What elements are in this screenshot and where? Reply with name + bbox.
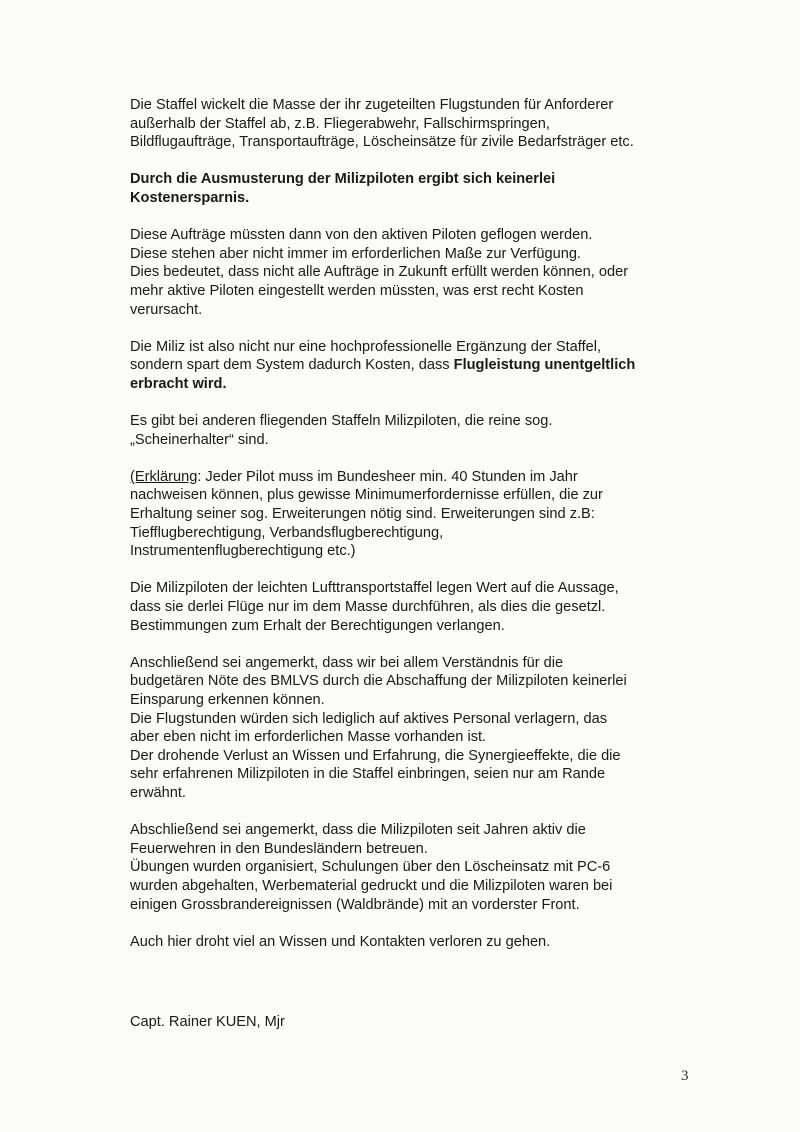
text-line: sehr erfahrenen Milizpiloten in die Staffel einbringen, seien nur am Rande — [130, 766, 606, 783]
text-line: Abschließend sei angemerkt, dass die Milizpiloten seit Jahren aktiv die — [130, 822, 586, 839]
text-segment: sondern spart dem System dadurch Kosten, dass — [130, 357, 454, 374]
text-line: Anschließend sei angemerkt, dass wir bei allem Verständnis für die — [130, 654, 564, 671]
text-line: Die Milizpiloten der leichten Lufttransportstaffel legen Wert auf die Aussage, — [130, 580, 619, 597]
paragraph-4 — [130, 338, 720, 394]
text-segment: : Jeder Pilot muss im Bundesheer min. 40 Stunden im Jahr — [197, 468, 578, 485]
text-line: erwähnt. — [130, 784, 186, 801]
text-line: Kostenersparnis. — [130, 189, 250, 206]
paragraph-9 — [130, 821, 720, 914]
text-line: Tiefflugberechtigung, Verbandsflugberechtigung, — [130, 524, 444, 541]
text-line: Durch die Ausmusterung der Milizpiloten ergibt sich keinerlei — [130, 171, 556, 188]
text-line: „Scheinerhalter“ sind. — [130, 431, 269, 448]
text-line: Die Staffel wickelt die Masse der ihr zugeteilten Flugstunden für Anforderer — [130, 97, 614, 113]
paragraph-3 — [130, 226, 720, 319]
underlined-term: (Erklärung — [130, 468, 198, 485]
text-line — [130, 356, 720, 375]
text-line — [130, 468, 720, 487]
text-line: Erhaltung seiner sog. Erweiterungen nötig sind. Erweiterungen sind z.B: — [130, 506, 595, 523]
text-line: Feuerwehren in den Bundesländern betreuen. — [130, 840, 428, 857]
text-line: nachweisen können, plus gewisse Minimumerfordernisse erfüllen, die zur — [130, 487, 603, 504]
text-line: wurden abgehalten, Werbematerial gedruckt und die Milizpiloten waren bei — [130, 877, 613, 894]
text-line: budgetären Nöte des BMLVS durch die Abschaffung der Milizpiloten keinerlei — [130, 673, 627, 690]
text-line: Dies bedeutet, dass nicht alle Aufträge in Zukunft erfüllt werden können, oder — [130, 264, 629, 281]
text-line: Es gibt bei anderen fliegenden Staffeln Milizpiloten, die reine sog. — [130, 413, 553, 430]
text-line: Einsparung erkennen können. — [130, 692, 325, 708]
paragraph-6-explanation — [130, 468, 720, 561]
text-line: verursacht. — [130, 301, 203, 318]
bold-phrase: erbracht wird. — [130, 375, 227, 392]
text-line: dass sie derlei Flüge nur im dem Masse durchführen, als dies die gesetzl. — [130, 599, 606, 616]
text-line: mehr aktive Piloten eingestellt werden müssten, was erst recht Kosten — [130, 282, 584, 299]
text-line: Diese Aufträge müssten dann von den aktiven Piloten geflogen werden. — [130, 227, 593, 244]
paragraph-5 — [130, 412, 720, 449]
paragraph-1 — [130, 96, 720, 152]
page-number: 3 — [681, 1068, 689, 1084]
text-line: Bildflugaufträge, Transportaufträge, Löscheinsätze für zivile Bedarfsträger etc. — [130, 134, 634, 151]
text-line: Instrumentenflugberechtigung etc.) — [130, 543, 356, 560]
bold-phrase: Flugleistung unentgeltlich — [453, 357, 636, 374]
paragraph-10 — [130, 933, 720, 952]
text-line: Auch hier droht viel an Wissen und Kontakten verloren zu gehen. — [130, 933, 551, 950]
text-line: Bestimmungen zum Erhalt der Berechtigungen verlangen. — [130, 617, 505, 634]
text-line: Diese stehen aber nicht immer im erforderlichen Maße zur Verfügung. — [130, 245, 581, 262]
text-line: außerhalb der Staffel ab, z.B. Fliegerabwehr, Fallschirmspringen, — [130, 115, 550, 132]
text-line: Die Flugstunden würden sich lediglich auf aktives Personal verlagern, das — [130, 710, 607, 727]
text-line: Die Miliz ist also nicht nur eine hochprofessionelle Ergänzung der Staffel, — [130, 338, 602, 355]
paragraph-8 — [130, 654, 720, 803]
text-line: Übungen wurden organisiert, Schulungen über den Löscheinsatz mit PC-6 — [130, 859, 611, 876]
text-line: aber eben nicht im erforderlichen Masse vorhanden ist. — [130, 729, 487, 746]
signature-line: Capt. Rainer KUEN, Mjr — [130, 1014, 285, 1030]
text-line: Der drohende Verlust an Wissen und Erfahrung, die Synergieeffekte, die die — [130, 747, 621, 764]
text-line: einigen Grossbrandereignissen (Waldbrände) mit an vorderster Front. — [130, 896, 580, 913]
body-text — [130, 96, 720, 970]
paragraph-7 — [130, 579, 720, 635]
paragraph-2-bold-statement — [130, 170, 720, 207]
